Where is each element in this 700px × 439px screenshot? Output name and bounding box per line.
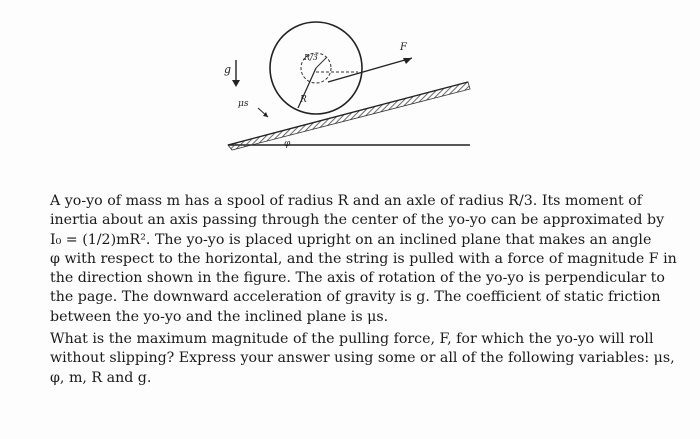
yo-yo-figure	[0, 0, 700, 185]
label-axle-radius: R/3	[304, 53, 318, 62]
label-angle: φ	[284, 139, 291, 149]
label-radius: R	[300, 95, 307, 105]
text-line: without slipping? Express your answer using some or all of the following variables: μs,	[50, 350, 675, 367]
text-line: inertia about an axis passing through the center of the yo-yo can be approximated by	[50, 212, 665, 229]
text-line: between the yo-yo and the inclined plane is μs.	[50, 308, 389, 325]
text-line: I₀ = (1/2)mR². The yo-yo is placed upright on an inclined plane that makes an angle	[50, 231, 652, 248]
text-line: φ, m, R and g.	[50, 369, 152, 386]
text-line: the page. The downward acceleration of gravity is g. The coefficient of static friction	[50, 289, 661, 306]
force-string	[328, 58, 412, 82]
text-line: the direction shown in the figure. The axis of rotation of the yo-yo is perpendicular to	[50, 270, 665, 287]
label-g: g	[224, 63, 232, 76]
text-line: φ with respect to the horizontal, and the string is pulled with a force of magnitude F in	[50, 250, 677, 267]
label-force: F	[400, 42, 407, 53]
incline-diagram	[0, 0, 700, 185]
text-line: A yo-yo of mass m has a spool of radius R and an axle of radius R/3. Its moment of	[50, 193, 642, 209]
text-line: What is the maximum magnitude of the pulling force, F, for which the yo-yo will roll	[50, 331, 654, 348]
problem-paragraph-2	[50, 330, 675, 388]
label-mu: μs	[238, 99, 249, 109]
problem-text	[50, 192, 677, 388]
force-arrowhead	[403, 58, 412, 64]
problem-paragraph-1	[50, 192, 677, 327]
